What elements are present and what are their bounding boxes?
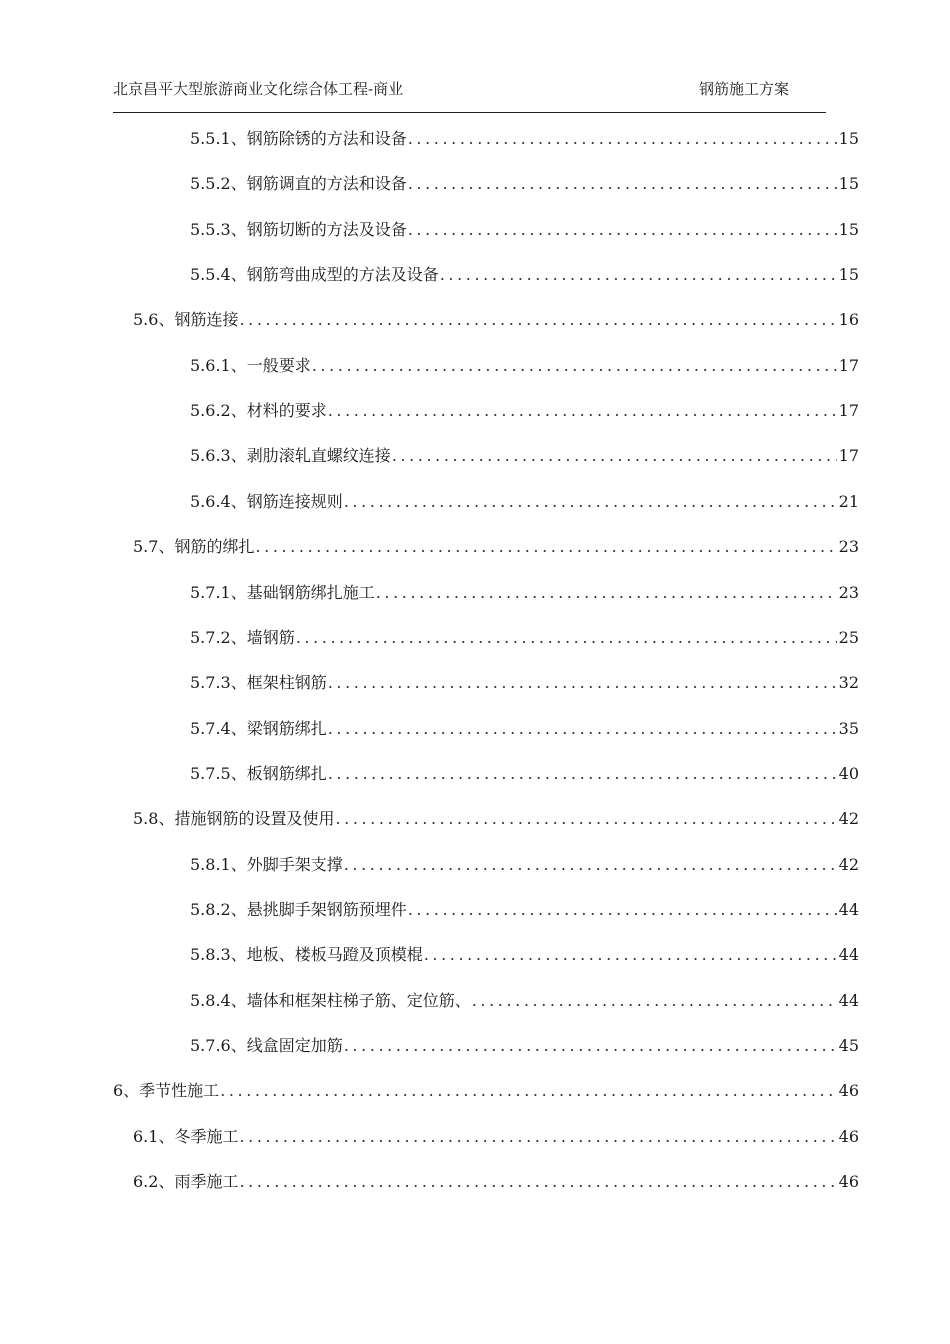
toc-entry-title: 5.6.1、一般要求 [190,355,311,375]
toc-dot-leader [239,310,836,329]
toc-entry-title: 5.8.1、外脚手架支撑 [190,854,343,874]
toc-entry-title: 5.6、钢筋连接 [133,310,239,330]
toc-entry-page-number: 32 [838,673,859,693]
toc-entry[interactable] [190,489,859,513]
toc-entry[interactable] [190,716,859,740]
toc-entry[interactable] [190,1033,859,1057]
toc-entry-title: 5.7、钢筋的绑扎 [133,537,255,557]
toc-dot-leader [335,809,836,828]
toc-entry-page-number: 15 [838,265,859,285]
toc-entry-title: 5.5.1、钢筋除锈的方法和设备 [190,129,407,148]
toc-entry[interactable] [190,852,859,876]
toc-entry-page-number: 44 [838,945,859,965]
toc-entry-title: 6、季节性施工 [113,1081,220,1101]
toc-entry-page-number: 23 [838,537,859,557]
header-document-title: 钢筋施工方案 [699,80,790,98]
toc-entry-page-number: 40 [838,763,859,783]
toc-dot-leader [376,583,837,602]
toc-entry-title: 5.6.4、钢筋连接规则 [190,491,343,511]
toc-entry-title: 5.7.6、线盒固定加筋 [190,1036,343,1055]
toc-dot-leader [328,673,837,692]
toc-entry-title: 5.6.2、材料的要求 [190,401,327,421]
toc-entry-page-number: 35 [838,718,859,738]
toc-dot-leader [239,1172,836,1191]
toc-entry-title: 5.8.4、墙体和框架柱梯子筋、定位筋、 [190,990,471,1010]
toc-entry-page-number: 46 [838,1126,859,1146]
toc-entry[interactable] [190,171,859,195]
toc-entry[interactable] [133,1169,859,1193]
toc-entry-title: 5.5.4、钢筋弯曲成型的方法及设备 [190,265,439,285]
toc-dot-leader [239,1127,836,1146]
toc-entry[interactable] [190,262,859,286]
toc-dot-leader [328,719,837,738]
toc-entry-page-number: 25 [838,627,859,647]
toc-entry[interactable] [133,1124,859,1148]
toc-dot-leader [408,900,837,919]
toc-dot-leader [328,401,837,420]
toc-entry-title: 5.7.5、板钢筋绑扎 [190,763,327,783]
toc-entry[interactable] [190,897,859,921]
toc-entry-page-number: 17 [838,401,859,421]
toc-entry[interactable] [190,988,859,1012]
toc-dot-leader [408,220,837,239]
toc-entry[interactable] [190,126,859,150]
toc-entry[interactable] [190,580,859,604]
toc-entry-page-number: 46 [838,1172,859,1192]
header-project-title: 北京昌平大型旅游商业文化综合体工程-商业 [113,80,404,98]
toc-entry-page-number: 44 [838,899,859,919]
toc-entry-title: 5.7.1、基础钢筋绑扎施工 [190,582,375,602]
toc-entry-page-number: 15 [838,174,859,194]
toc-entry[interactable] [190,625,859,649]
toc-dot-leader [408,129,837,148]
toc-entry-title: 6.2、雨季施工 [133,1172,239,1192]
toc-entry-page-number: 23 [838,582,859,602]
toc-entry-page-number: 46 [838,1081,859,1101]
toc-entry-page-number: 44 [838,990,859,1010]
toc-entry[interactable] [190,217,859,241]
toc-entry[interactable] [133,534,859,558]
toc-dot-leader [344,855,837,874]
toc-entry-title: 5.5.3、钢筋切断的方法及设备 [190,219,407,239]
toc-entry[interactable] [190,670,859,694]
toc-entry[interactable] [190,353,859,377]
toc-entry[interactable] [190,942,859,966]
toc-dot-leader [440,265,837,284]
toc-entry-title: 5.5.2、钢筋调直的方法和设备 [190,174,407,194]
toc-dot-leader [312,356,837,375]
toc-dot-leader [408,174,837,193]
toc-entry-title: 5.6.3、剥肋滚轧直螺纹连接 [190,446,391,466]
toc-entry-page-number: 16 [838,310,859,330]
toc-entry[interactable] [133,806,859,830]
toc-entry-page-number: 42 [838,809,859,829]
toc-entry-page-number: 45 [838,1036,859,1055]
toc-dot-leader [344,492,837,511]
toc-entry-page-number: 15 [838,129,859,148]
toc-entry-title: 5.8.3、地板、楼板马蹬及顶模棍 [190,945,423,965]
toc-dot-leader [472,991,837,1010]
toc-dot-leader [220,1081,836,1100]
toc-entry-title: 6.1、冬季施工 [133,1126,239,1146]
toc-entry[interactable] [190,398,859,422]
toc-entry[interactable] [190,443,859,467]
toc-entry-title: 5.7.2、墙钢筋 [190,627,295,647]
toc-dot-leader [328,764,837,783]
toc-entry-page-number: 15 [838,219,859,239]
toc-entry[interactable] [113,1078,859,1102]
toc-entry[interactable] [133,307,859,331]
toc-entry-title: 5.8、措施钢筋的设置及使用 [133,809,335,829]
toc-dot-leader [255,537,836,556]
toc-entry[interactable] [190,761,859,785]
toc-entry-page-number: 42 [838,854,859,874]
toc-entry-page-number: 17 [838,355,859,375]
toc-dot-leader [344,1036,837,1055]
toc-dot-leader [424,945,837,964]
toc-entry-page-number: 21 [838,491,859,511]
toc-entry-title: 5.7.3、框架柱钢筋 [190,673,327,693]
toc-entry-title: 5.8.2、悬挑脚手架钢筋预埋件 [190,899,407,919]
toc-dot-leader [296,628,837,647]
toc-dot-leader [392,446,837,465]
toc-entry-title: 5.7.4、梁钢筋绑扎 [190,718,327,738]
toc-entry-page-number: 17 [838,446,859,466]
page-header [113,72,826,113]
